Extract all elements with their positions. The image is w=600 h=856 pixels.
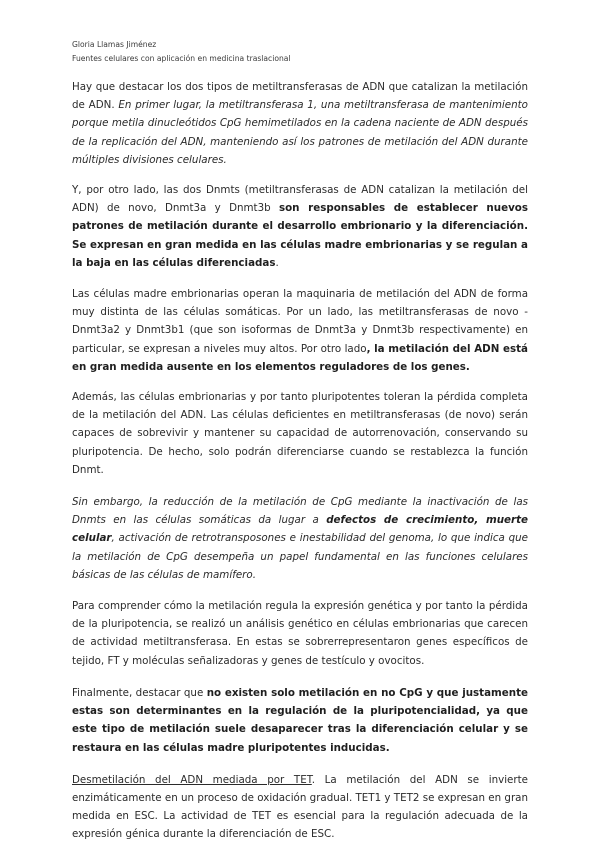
- author-name: Gloria Llamas Jiménez: [72, 40, 157, 49]
- paragraph-text: Las células madre embrionarias operan la maquinaria de metilación del ADN de forma muy distinta de las células somáticas. Por un lado, las metiltransferasas de novo -Dnmt3a2 y Dnmt3b1 (que son isoformas de Dnmt3a y Dnmt3b respectivamente) en particular, se expresan a niveles muy altos. Por otro lado: [72, 288, 528, 355]
- paragraph-text: Finalmente, destacar que: [72, 686, 207, 699]
- paragraph-dnmt1: [72, 78, 528, 169]
- paragraph-text: .: [275, 256, 279, 269]
- italic-text: , activación de retrotransposones e inestabilidad del genoma, lo que indica que la metilación de CpG desempeña un papel fundamental en las funciones celulares básicas de las células de mamífero.: [72, 532, 528, 581]
- paragraph-dnmt3: [72, 181, 528, 272]
- italic-text: En primer lugar, la metiltransferasa 1, una metiltransferasa de mantenimiento porque metila dinucleótidos CpG hemimetilados en la cadena naciente de ADN después de la replicación del ADN, manteniendo así los patrones de metilación del ADN durante múltiples divisiones celulares.: [72, 99, 528, 166]
- bold-text: no existen solo metilación en no CpG y que justamente estas son determinantes en la regulación de la pluripotencialidad, ya que este tipo de metilación suele desaparecer tras la diferenciación celular y se restaura en las células madre pluripotentes inducidas.: [72, 686, 528, 754]
- paragraph-pluripotency-tolerance: [72, 388, 528, 479]
- bold-text: son responsables de establecer nuevos patrones de metilación durante el desarrollo embrionario y la diferenciación. Se expresan en gran medida en las células madre embrionarias y se regulan a la baja en las células diferenciadas: [72, 202, 528, 269]
- paragraph-text: Para comprender cómo la metilación regula la expresión genética y por tanto la pérdida de la pluripotencia, se realizó un análisis genético en células embrionarias que carecen de actividad metiltransferasa. En estas se sobrerrepresentaron genes específicos de tejido, FT y moléculas señalizadoras y genes de testículo y ovocitos.: [72, 600, 528, 667]
- section-heading: Desmetilación del ADN mediada por TET: [72, 773, 312, 786]
- document-subtitle: Fuentes celulares con aplicación en medicina traslacional: [72, 54, 291, 63]
- paragraph-text: Además, las células embrionarias y por tanto pluripotentes toleran la pérdida completa de la metilación del ADN. Las células deficientes en metiltransferasas (de novo) serán capaces de sobrevivir y mantener su capacidad de autorrenovación, conservando su pluripotencia. De hecho, solo podrán diferenciarse cuando se restablezca la función Dnmt.: [72, 391, 528, 476]
- paragraph-esc-methylation: [72, 285, 528, 376]
- paragraph-non-cpg: [72, 684, 528, 757]
- paragraph-tet-demethylation: [72, 771, 528, 844]
- paragraph-text: Hay que destacar los dos tipos de metiltransferasas de ADN que catalizan la metilación de ADN.: [72, 81, 528, 112]
- bold-text: , la metilación del ADN está en gran medida ausente en los elementos reguladores de los genes.: [72, 342, 528, 373]
- italic-text: Sin embargo, la reducción de la metilación de CpG mediante la inactivación de las Dnmts en las células somáticas da lugar a: [72, 496, 528, 527]
- paragraph-text: Y, por otro lado, las dos Dnmts (metiltransferasas de ADN catalizan la metilación del ADN) de novo, Dnmt3a y Dnmt3b: [72, 184, 528, 215]
- paragraph-text: . La metilación del ADN se invierte enzimáticamente en un proceso de oxidación gradual. TET1 y TET2 se expresan en gran medida en ESC. La actividad de TET es esencial para la regulación adecuada de la expresión génica durante la diferenciación de ESC.: [72, 773, 529, 841]
- italic-text: defectos de crecimiento, muerte celular: [72, 514, 528, 545]
- page-header: [72, 38, 291, 66]
- document-body: [72, 78, 528, 856]
- paragraph-genetic-analysis: [72, 597, 528, 670]
- paragraph-cpg-reduction: [72, 493, 528, 584]
